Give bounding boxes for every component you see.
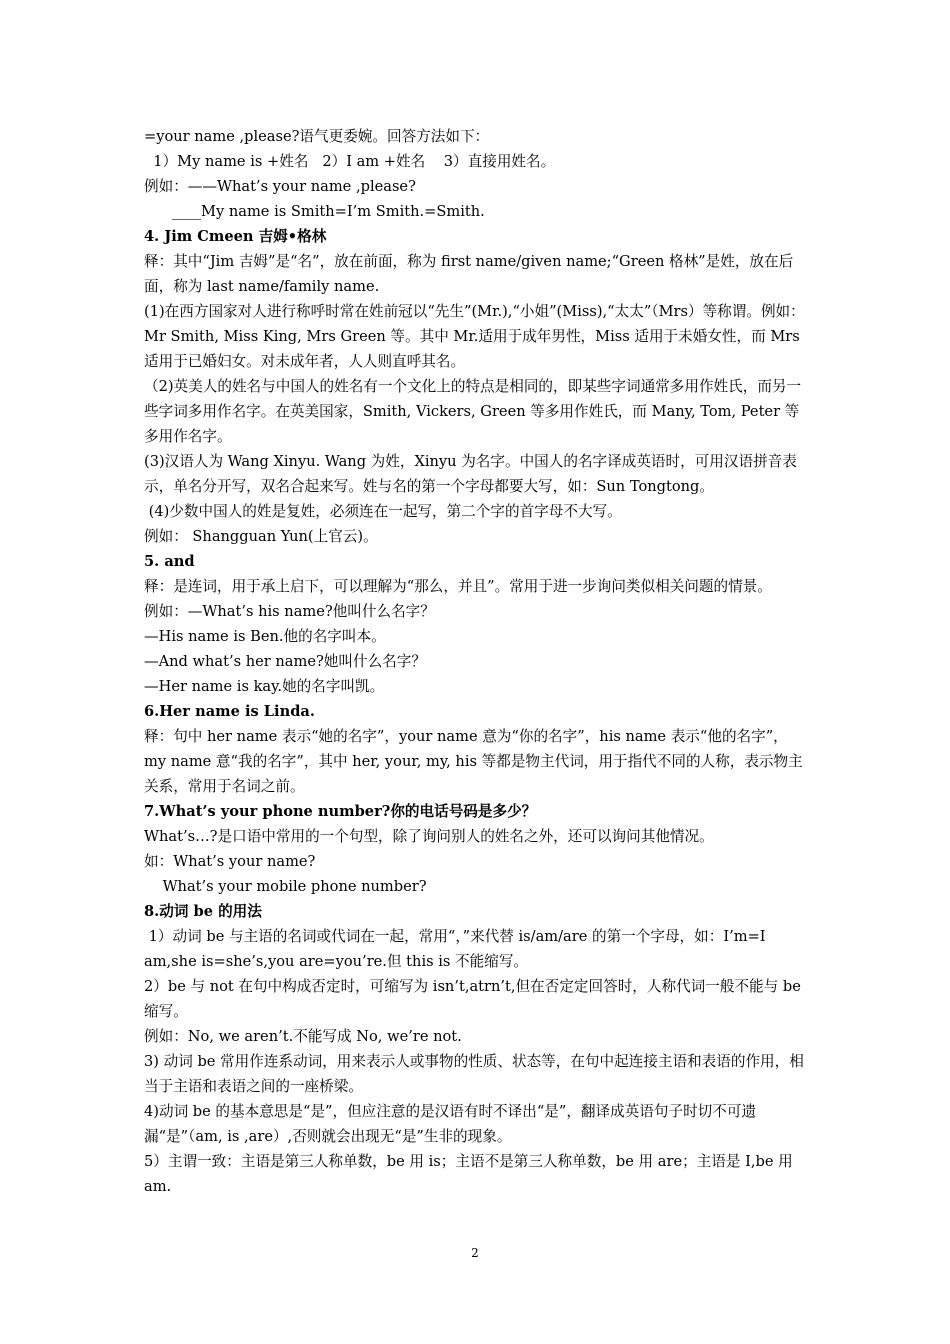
text-line: 5）主谓一致：主语是第三人称单数，be 用 is；主语不是第三人称单数，be 用 are；主语是 I,be 用 am. [144,1153,798,1195]
text-line: 释：其中“Jim 吉姆”是“名”，放在前面，称为 first name/given name;“Green 格林”是姓，放在后面，称为 last name/family name. [144,253,794,295]
text-line: 释：是连词，用于承上启下，可以理解为“那么，并且”。常用于进一步询问类似相关问题的情景。 [144,578,772,595]
text-line: 释：句中 her name 表示“她的名字”，your name 意为“你的名字”，his name 表示“他的名字”，my name 意“我的名字”，其中 her, your, my, his 等都是物主代词，用于指代不同的人称，表示物主关系，常用于名词之前。 [144,728,803,795]
text-line: 4)动词 be 的基本意思是“是”，但应注意的是汉语有时不译出“是”，翻译成英语句子时切不可遗漏“是”（am, is ,are）,否则就会出现无“是”生非的现象。 [144,1103,757,1145]
text-line: 2）be 与 not 在句中构成否定时，可缩写为 isn’t,atrn’t,但在否定定回答时，人称代词一般不能与 be 缩写。 [144,978,806,1020]
text-line: 如：What’s your name? [144,853,316,870]
text-line: 例如：——What’s your name ,please? [144,178,416,195]
section-heading: 7.What’s your phone number?你的电话号码是多少？ [144,803,537,820]
text-line: ____My name is Smith=I’m Smith.=Smith. [144,203,485,220]
text-line: (1)在西方国家对人进行称呼时常在姓前冠以“先生”(Mr.),“小姐”(Miss),“太太”（Mrs）等称谓。例如：Mr Smith, Miss King, Mrs Green 等。其中 Mr.适用于成年男性，Miss 适用于未婚女性，而 Mrs 适用于已婚妇女。对未成年者，人人则直呼其名。 [144,303,805,370]
text-line: 例如： Shangguan Yun(上官云)。 [144,528,378,545]
text-line: 1）动词 be 与主语的名词或代词在一起，常用“，”来代替 is/am/are 的第一个字母，如：I’m=I am,she is=she’s,you are=you’re.但 this is 不能缩写。 [144,928,771,970]
text-line: 3) 动词 be 常用作连系动词，用来表示人或事物的性质、状态等，在句中起连接主语和表语的作用，相当于主语和表语之间的一座桥梁。 [144,1053,804,1095]
text-line: （2)英美人的姓名与中国人的姓名有一个文化上的特点是相同的，即某些字词通常多用作姓氏，而另一些字词多用作名字。在英美国家，Smith, Vickers, Green 等多用作姓氏，而 Many, Tom, Peter 等多用作名字。 [144,378,802,445]
text-line: What’s your mobile phone number? [144,878,427,895]
text-line: 1）My name is +姓名 2）I am +姓名 3）直接用姓名。 [144,153,556,170]
page-number: 2 [471,1246,479,1260]
text-line: What’s…?是口语中常用的一个句型，除了询问别人的姓名之外，还可以询问其他情况。 [144,828,714,845]
text-line: —And what’s her name?她叫什么名字？ [144,653,426,670]
text-line: —Her name is kay.她的名字叫凯。 [144,678,385,695]
section-heading: 8.动词 be 的用法 [144,903,262,920]
text-line: (4)少数中国人的姓是复姓，必须连在一起写，第二个字的首字母不大写。 [144,503,622,520]
section-heading: 5. and [144,553,195,570]
text-line: —His name is Ben.他的名字叫本。 [144,628,386,645]
text-line: 例如：No, we aren’t.不能写成 No, we’re not. [144,1028,462,1045]
text-line: =your name ,please?语气更委婉。回答方法如下： [144,128,490,145]
text-line: 例如：—What’s his name?他叫什么名字？ [144,603,435,620]
section-heading: 4. Jim Cmeen 吉姆•格林 [144,228,327,245]
text-line: (3)汉语人为 Wang Xinyu. Wang 为姓，Xinyu 为名字。中国人的名字译成英语时，可用汉语拼音表示，单名分开写，双名合起来写。姓与名的第一个字母都要大写，如：Sun Tongtong。 [144,453,797,495]
document-body [144,124,808,1199]
section-heading: 6.Her name is Linda. [144,703,315,720]
